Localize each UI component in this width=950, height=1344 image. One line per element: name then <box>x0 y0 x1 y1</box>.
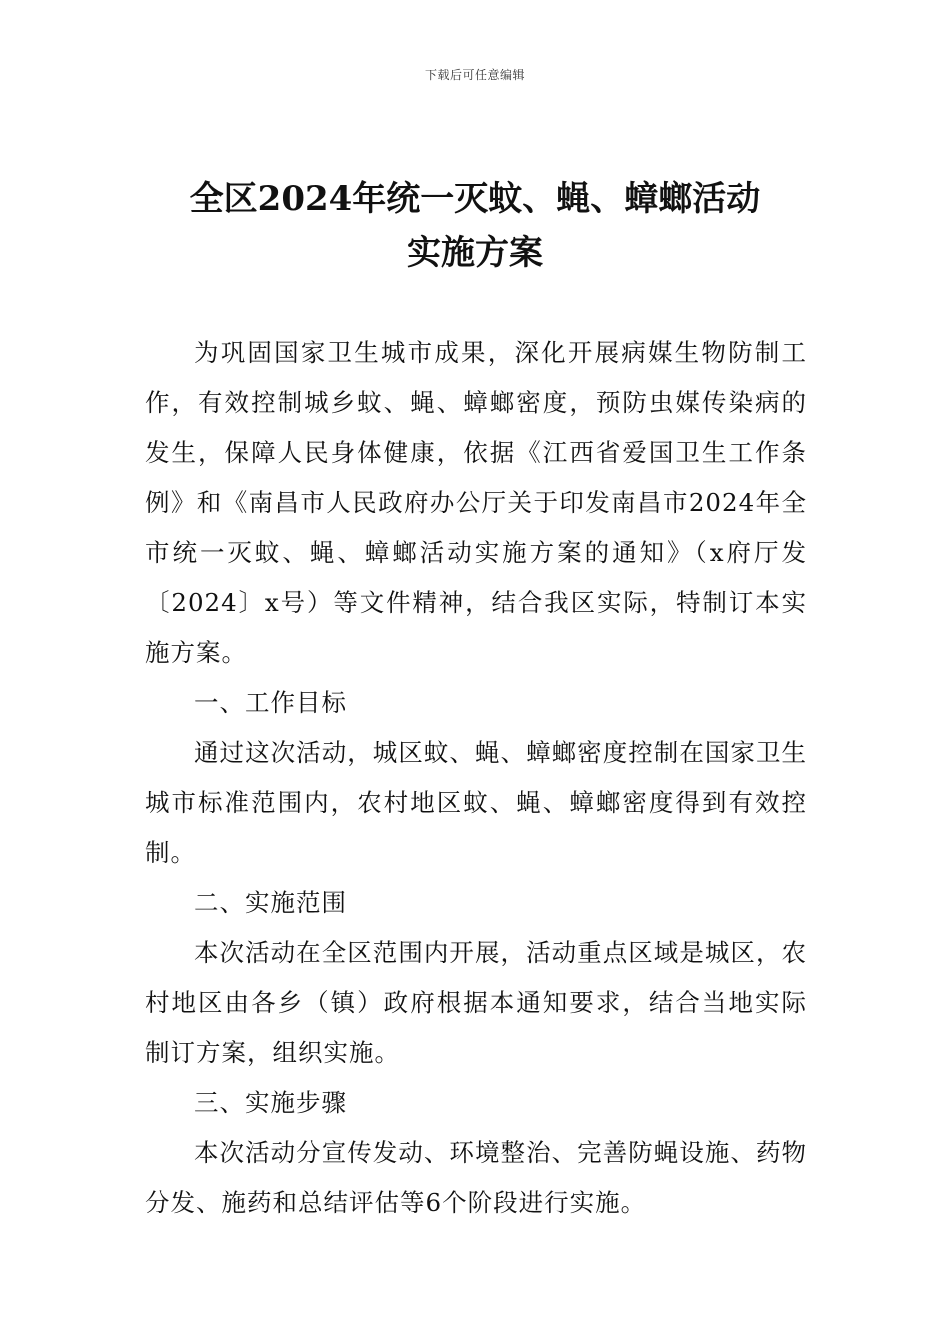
document-title <box>100 172 850 280</box>
section-heading-scope: 二、实施范围 <box>194 888 347 917</box>
header-note: 下载后可任意编辑 <box>424 68 525 82</box>
steps-paragraph: 本次活动分宣传发动、环境整治、完善防蝇设施、药物分发、施药和总结评估等6个阶段进行实施。 <box>145 1138 807 1217</box>
document-body <box>145 328 807 1228</box>
section-heading-steps: 三、实施步骤 <box>194 1088 347 1117</box>
section-heading-goals: 一、工作目标 <box>194 688 347 717</box>
scope-paragraph: 本次活动在全区范围内开展，活动重点区域是城区，农村地区由各乡（镇）政府根据本通知要求，结合当地实际制订方案，组织实施。 <box>145 938 807 1067</box>
title-line-2: 实施方案 <box>407 233 543 273</box>
goals-paragraph: 通过这次活动，城区蚊、蝇、蟑螂密度控制在国家卫生城市标准范围内，农村地区蚊、蝇、蟑螂密度得到有效控制。 <box>145 738 807 867</box>
title-line-1: 全区2024年统一灭蚊、蝇、蟑螂活动 <box>189 179 761 219</box>
intro-paragraph: 为巩固国家卫生城市成果，深化开展病媒生物防制工作，有效控制城乡蚊、蝇、蟑螂密度，预防虫媒传染病的发生，保障人民身体健康，依据《江西省爱国卫生工作条例》和《南昌市人民政府办公厅关于印发南昌市2024年全市统一灭蚊、蝇、蟑螂活动实施方案的通知》（x府厅发〔2024〕x号）等文件精神，结合我区实际，特制订本实施方案。 <box>145 338 807 667</box>
